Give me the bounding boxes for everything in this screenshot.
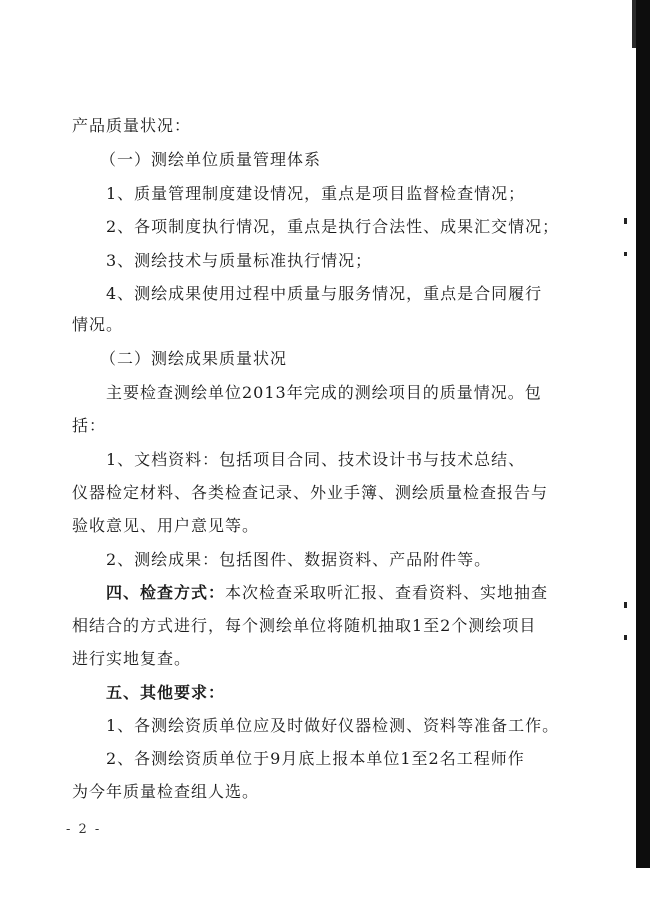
heading-inspection-method: 四、检查方式： — [106, 583, 226, 602]
scan-speck — [624, 218, 627, 224]
paragraph-main-inspection-continuation: 括： — [72, 416, 107, 435]
inspection-method-continuation-1: 相结合的方式进行，每个测绘单位将随机抽取1至2个测绘项目 — [72, 616, 537, 635]
section-inspection-method: 四、检查方式：本次检查采取听汇报、查看资料、实地抽查 — [106, 583, 549, 602]
list-item-4: 4、测绘成果使用过程中质量与服务情况，重点是合同履行 — [106, 284, 543, 303]
page-number: - 2 - — [66, 822, 102, 837]
scan-speck — [624, 635, 627, 640]
section-other-requirements — [106, 683, 225, 703]
requirement-item-2-continuation: 为今年质量检查组人选。 — [72, 782, 260, 801]
list-item-2: 2、各项制度执行情况，重点是执行合法性、成果汇交情况； — [106, 217, 560, 236]
inspection-method-continuation-2: 进行实地复查。 — [72, 649, 192, 668]
scan-speck — [624, 602, 627, 608]
list-item-documents-continuation-2: 验收意见、用户意见等。 — [72, 516, 260, 535]
paragraph-product-quality-intro: 产品质量状况： — [72, 116, 192, 135]
paragraph-main-inspection: 主要检查测绘单位2013年完成的测绘项目的质量情况。包 — [106, 383, 542, 402]
section-heading-product-quality: （二）测绘成果质量状况 — [100, 349, 288, 368]
list-item-4-continuation: 情况。 — [72, 315, 124, 334]
list-item-1: 1、质量管理制度建设情况，重点是项目监督检查情况； — [106, 184, 526, 203]
requirement-item-2: 2、各测绘资质单位于9月底上报本单位1至2名工程师作 — [106, 749, 525, 768]
list-item-3: 3、测绘技术与质量标准执行情况； — [106, 251, 373, 270]
list-item-documents-continuation-1: 仪器检定材料、各类检查记录、外业手簿、测绘质量检查报告与 — [72, 483, 549, 502]
section-heading-quality-system: （一）测绘单位质量管理体系 — [100, 150, 322, 169]
list-item-documents: 1、文档资料：包括项目合同、技术设计书与技术总结、 — [106, 450, 526, 469]
requirement-item-1: 1、各测绘资质单位应及时做好仪器检测、资料等准备工作。 — [106, 716, 560, 735]
list-item-survey-results: 2、测绘成果：包括图件、数据资料、产品附件等。 — [106, 550, 492, 569]
scan-speck — [624, 252, 627, 256]
heading-other-requirements: 五、其他要求： — [106, 683, 226, 702]
scan-edge-shadow — [636, 0, 650, 868]
